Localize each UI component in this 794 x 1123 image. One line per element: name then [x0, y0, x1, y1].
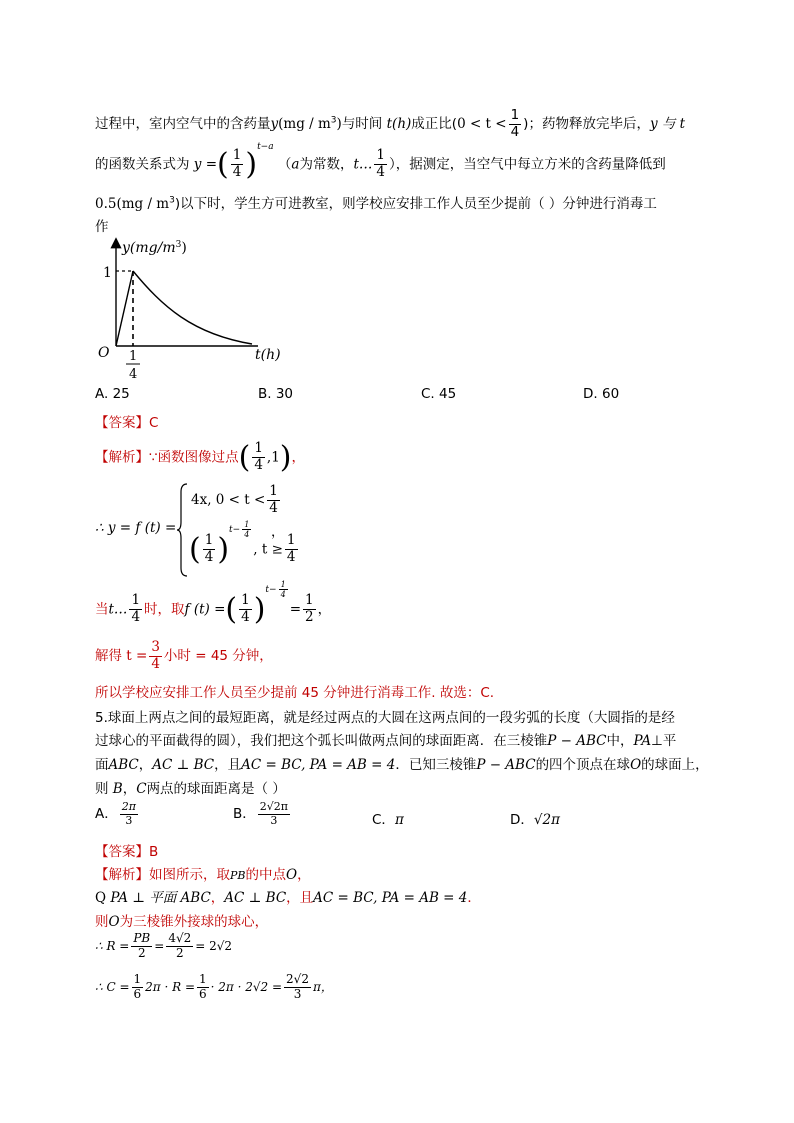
q5-analysis-4: ∴ R = $\frac{PB}{2}$ = $\frac{4√2}{2}$ = 2√2	[95, 931, 233, 960]
q4-option-c: C. 45	[421, 386, 457, 402]
q5-analysis-2: Q PA ⊥ 平面 ABC，AC ⊥ BC，且AC = BC, PA = AB = 4．	[95, 890, 481, 906]
q4-line1: 过程中，室内空气中的含药量$y(mg / m^3)$与时间 t(h)成正比(0 < t < $\frac{1}{4}$ )；药物释放完毕后，y 与 t	[95, 107, 686, 140]
decay-graph	[92, 236, 292, 384]
tick-label-x-den: 4	[129, 367, 138, 382]
q4-option-a: A. 25	[95, 386, 130, 402]
condition-fraction: $\frac{1}{4}$	[510, 107, 520, 140]
q4-option-b: B. 30	[258, 386, 294, 402]
q5-line3: 面ABC，AC ⊥ BC，且AC = BC, PA = AB = 4．已知三棱锥P − ABC的四个顶点在球O的球面上，	[95, 757, 709, 773]
q5-analysis-5: ∴ C = $\frac{1}{6}$ 2π · R = $\frac{1}{6}$ · 2π · 2√2 = $\frac{2√2}{3}$ π，	[95, 972, 333, 1001]
q4-analysis-solve: 解得 t = $\frac{3}{4}$ 小时 = 45 分钟，	[95, 639, 273, 672]
q4-analysis-when: 当t… $\frac{1}{4}$ 时，取f (t) =( $\frac{1}{4}$ )$^{t- \frac{1}{4}}$ = $\frac{1}{2}$ ，	[95, 579, 332, 627]
origin-label: O	[98, 345, 110, 361]
q5-line1: 5.球面上两点之间的最短距离，就是经过两点的大圆在这两点间的一段劣弧的长度（大圆指的是经	[95, 710, 675, 726]
tick-label-y-1: 1	[103, 265, 112, 281]
q5-option-d: D．√2π	[510, 812, 560, 828]
q5-option-c: C．π	[372, 812, 404, 828]
q4-conclusion: 所以学校应安排工作人员至少提前 45 分钟进行消毒工作. 故选：C.	[95, 685, 495, 701]
case-2: ( $\frac{1}{4}$ )$^{t- \frac{1}{4}}$ , t ≥ $\frac{1}{4}$	[189, 519, 296, 567]
q5-option-b: B． $\frac{2√2\pi}{3}$	[233, 800, 289, 827]
q5-line2: 过球心的平面截得的圆），我们把这个弧长叫做两点间的球面距离．在三棱锥P − ABC中，PA⊥平	[95, 733, 677, 749]
q4-answer: 【答案】C	[95, 415, 159, 431]
y-axis-label: $y(mg/m^3)$	[122, 240, 187, 256]
q4-analysis-1: 【解析】∵函数图像过点( $\frac{1}{4}$ ,1)，	[95, 440, 306, 475]
q4-line2: 的函数关系式为 y =( $\frac{1}{4}$ )$^{t-a}$ （a为常数，t… $\frac{1}{4}$ ），据测定，当空气中每立方米的含药量降低到	[95, 142, 666, 182]
q5-option-a: A． $\frac{2\pi}{3}$	[95, 800, 136, 827]
rising-segment	[116, 271, 133, 346]
q5-analysis-1: 【解析】如图所示，取PB的中点O，	[95, 867, 311, 883]
decay-curve	[133, 271, 252, 344]
case-1: 4x, 0 < t < $\frac{1}{4}$	[191, 483, 278, 516]
q5-answer: 【答案】B	[95, 844, 159, 860]
q5-analysis-3: 则O为三棱锥外接球的球心，	[95, 914, 269, 930]
q4-option-d: D. 60	[583, 386, 620, 402]
x-axis-label: t(h)	[255, 347, 281, 363]
tick-label-x-num: 1	[129, 349, 138, 364]
q4-line3: $0.5(mg / m^3)$以下时，学生方可进教室，则学校应安排工作人员至少提前（ ）分钟进行消毒工	[95, 195, 657, 212]
piecewise-brace	[177, 482, 189, 578]
q4-line4: 作	[95, 219, 109, 235]
q5-line4: 则 B，C两点的球面距离是（ ）	[95, 781, 286, 797]
